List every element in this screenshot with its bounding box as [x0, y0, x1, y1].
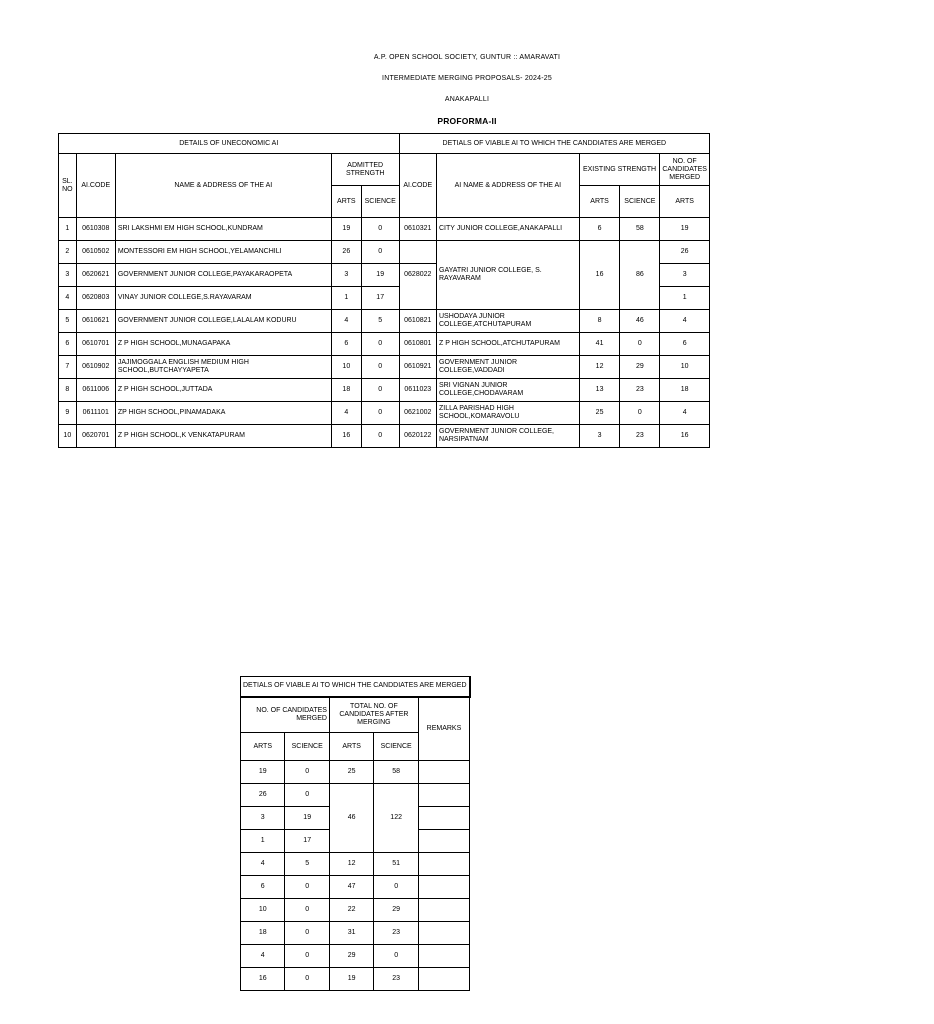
cell-m-arts: 26 [660, 241, 710, 264]
cell-remarks [418, 761, 469, 784]
page-1-clip [0, 0, 710, 460]
cell-e-arts: 3 [579, 425, 620, 448]
cell-m-arts: 4 [241, 853, 285, 876]
cell-e-science: 0 [620, 402, 660, 425]
col-merged-arts: ARTS [660, 186, 710, 218]
district-title: ANAKAPALLI [444, 96, 490, 103]
table-row [241, 853, 470, 876]
col-merged-arts-cont: ARTS [241, 733, 285, 761]
cell-name: MONTESSORI EM HIGH SCHOOL,YELAMANCHILI [115, 241, 331, 264]
cell-t-arts: 47 [329, 876, 373, 899]
table-row [241, 784, 470, 807]
col-merged: NO. OF CANDIDATES MERGED [660, 154, 710, 186]
col-existing-science: SCIENCE [620, 186, 660, 218]
cell-v-name: GOVERNMENT JUNIOR COLLEGE, NARSIPATNAM [437, 425, 580, 448]
cell-v-name: GOVERNMENT JUNIOR COLLEGE,VADDADI [437, 356, 580, 379]
cell-m-arts: 4 [660, 402, 710, 425]
cell-e-science: 29 [620, 356, 660, 379]
cell-sl: 7 [59, 356, 77, 379]
cell-science: 0 [361, 379, 399, 402]
cell-code: 0620701 [76, 425, 115, 448]
cell-arts: 1 [331, 287, 361, 310]
cell-e-arts: 8 [579, 310, 620, 333]
table-row [59, 356, 710, 379]
merging-table-part2 [240, 676, 471, 991]
table-row [59, 218, 710, 241]
cell-t-arts: 46 [329, 784, 373, 853]
cell-arts: 16 [331, 425, 361, 448]
cell-remarks [418, 968, 469, 991]
cell-name: VINAY JUNIOR COLLEGE,S.RAYAVARAM [115, 287, 331, 310]
cell-arts: 4 [331, 310, 361, 333]
cell-sl: 4 [59, 287, 77, 310]
cell-m-arts: 19 [241, 761, 285, 784]
cell-science: 0 [361, 218, 399, 241]
cell-t-arts: 31 [329, 922, 373, 945]
cell-remarks [418, 876, 469, 899]
cell-m-arts: 4 [660, 310, 710, 333]
cell-arts: 19 [331, 218, 361, 241]
cell-sl: 6 [59, 333, 77, 356]
cell-arts: 6 [331, 333, 361, 356]
cell-t-arts: 29 [329, 945, 373, 968]
group-viable-cont: DETIALS OF VIABLE AI TO WHICH THE CANDDIATES ARE MERGED [241, 677, 470, 697]
cell-sl: 5 [59, 310, 77, 333]
cell-name: JAJIMOGGALA ENGLISH MEDIUM HIGH SCHOOL,BUTCHAYYAPETA [115, 356, 331, 379]
group-uneconomic: DETAILS OF UNECONOMIC AI [59, 134, 400, 154]
table-row [59, 310, 710, 333]
col-total-science: SCIENCE [374, 733, 418, 761]
cell-m-arts: 10 [241, 899, 285, 922]
cell-m-arts: 10 [660, 356, 710, 379]
cell-t-science: 58 [374, 761, 418, 784]
merging-table-part1 [58, 133, 710, 448]
cell-code: 0620621 [76, 264, 115, 287]
cell-m-arts: 26 [241, 784, 285, 807]
cell-arts: 3 [331, 264, 361, 287]
cell-t-science: 0 [374, 876, 418, 899]
cell-v-name: ZILLA PARISHAD HIGH SCHOOL,KOMARAVOLU [437, 402, 580, 425]
cell-v-name: CITY JUNIOR COLLEGE,ANAKAPALLI [437, 218, 580, 241]
cell-e-arts: 6 [579, 218, 620, 241]
cell-v-code: 0620122 [399, 425, 436, 448]
table-row [59, 333, 710, 356]
cell-v-code: 0610321 [399, 218, 436, 241]
cell-e-arts: 25 [579, 402, 620, 425]
cell-e-science: 23 [620, 425, 660, 448]
cell-m-science: 0 [285, 876, 329, 899]
cell-sl: 9 [59, 402, 77, 425]
cell-sl: 8 [59, 379, 77, 402]
cell-t-arts: 22 [329, 899, 373, 922]
cell-science: 5 [361, 310, 399, 333]
cell-m-science: 0 [285, 945, 329, 968]
cell-t-arts: 12 [329, 853, 373, 876]
cell-name: SRI LAKSHMI EM HIGH SCHOOL,KUNDRAM [115, 218, 331, 241]
table-row [241, 945, 470, 968]
cell-name: Z P HIGH SCHOOL,MUNAGAPAKA [115, 333, 331, 356]
cell-m-arts: 3 [660, 264, 710, 287]
society-title: A.P. OPEN SCHOOL SOCIETY, GUNTUR :: AMARAVATI [373, 54, 561, 61]
cell-code: 0610308 [76, 218, 115, 241]
table-row [59, 402, 710, 425]
proposal-title: INTERMEDIATE MERGING PROPOSALS- 2024-25 [382, 75, 552, 82]
col-total: TOTAL NO. OF CANDIDATES AFTER MERGING [329, 697, 418, 733]
cell-v-code: 0611023 [399, 379, 436, 402]
cell-v-code: 0621002 [399, 402, 436, 425]
cell-e-science: 46 [620, 310, 660, 333]
cell-science: 19 [361, 264, 399, 287]
cell-e-science: 23 [620, 379, 660, 402]
cell-science: 0 [361, 356, 399, 379]
cell-v-name: USHODAYA JUNIOR COLLEGE,ATCHUTAPURAM [437, 310, 580, 333]
cell-m-science: 0 [285, 922, 329, 945]
cell-t-arts: 25 [329, 761, 373, 784]
cell-code: 0611101 [76, 402, 115, 425]
col-science: SCIENCE [361, 186, 399, 218]
cell-remarks [418, 830, 469, 853]
col-v-name: AI NAME & ADDRESS OF THE AI [437, 154, 580, 218]
cell-science: 0 [361, 402, 399, 425]
cell-v-name: Z P HIGH SCHOOL,ATCHUTAPURAM [437, 333, 580, 356]
col-existing-arts: ARTS [579, 186, 620, 218]
proforma-title: PROFORMA-II [437, 116, 497, 126]
table-row [241, 761, 470, 784]
cell-e-science: 0 [620, 333, 660, 356]
cell-code: 0611006 [76, 379, 115, 402]
cell-name: Z P HIGH SCHOOL,K VENKATAPURAM [115, 425, 331, 448]
cell-m-arts: 6 [660, 333, 710, 356]
cell-remarks [418, 899, 469, 922]
cell-code: 0610621 [76, 310, 115, 333]
cell-science: 17 [361, 287, 399, 310]
cell-name: GOVERNMENT JUNIOR COLLEGE,PAYAKARAOPETA [115, 264, 331, 287]
cell-e-arts: 16 [579, 241, 620, 310]
cell-remarks [418, 945, 469, 968]
cell-sl: 2 [59, 241, 77, 264]
table-row [241, 899, 470, 922]
cell-m-science: 19 [285, 807, 329, 830]
col-aicode: AI.CODE [76, 154, 115, 218]
cell-name: ZP HIGH SCHOOL,PINAMADAKA [115, 402, 331, 425]
cell-science: 0 [361, 333, 399, 356]
cell-m-science: 0 [285, 899, 329, 922]
cell-m-science: 17 [285, 830, 329, 853]
table-row [59, 241, 710, 264]
table-row [59, 379, 710, 402]
cell-v-code-empty [399, 241, 436, 264]
cell-name: GOVERNMENT JUNIOR COLLEGE,LALALAM KODURU [115, 310, 331, 333]
cell-m-arts: 16 [660, 425, 710, 448]
table-row [59, 425, 710, 448]
cell-arts: 26 [331, 241, 361, 264]
cell-m-arts: 1 [241, 830, 285, 853]
cell-t-science: 29 [374, 899, 418, 922]
cell-t-science: 23 [374, 968, 418, 991]
cell-m-science: 5 [285, 853, 329, 876]
cell-sl: 10 [59, 425, 77, 448]
cell-t-arts: 19 [329, 968, 373, 991]
cell-remarks [418, 807, 469, 830]
cell-m-arts: 6 [241, 876, 285, 899]
cell-sl: 3 [59, 264, 77, 287]
cell-arts: 18 [331, 379, 361, 402]
col-name: NAME & ADDRESS OF THE AI [115, 154, 331, 218]
cell-m-arts: 19 [660, 218, 710, 241]
table-row [241, 876, 470, 899]
table-row [241, 922, 470, 945]
cell-m-science: 0 [285, 784, 329, 807]
cell-e-arts: 41 [579, 333, 620, 356]
col-merged-science: SCIENCE [285, 733, 329, 761]
cell-m-arts: 16 [241, 968, 285, 991]
cell-science: 0 [361, 425, 399, 448]
cell-v-code: 0610801 [399, 333, 436, 356]
cell-e-arts: 12 [579, 356, 620, 379]
cell-t-science: 23 [374, 922, 418, 945]
col-admitted: ADMITTED STRENGTH [331, 154, 399, 186]
col-arts: ARTS [331, 186, 361, 218]
cell-science: 0 [361, 241, 399, 264]
cell-arts: 10 [331, 356, 361, 379]
cell-t-science: 0 [374, 945, 418, 968]
page-2-clip [243, 676, 470, 996]
cell-m-arts: 18 [660, 379, 710, 402]
cell-code: 0610502 [76, 241, 115, 264]
col-sl: SL. NO [59, 154, 77, 218]
cell-name: Z P HIGH SCHOOL,JUTTADA [115, 379, 331, 402]
cell-remarks [418, 784, 469, 807]
cell-e-arts: 13 [579, 379, 620, 402]
cell-code: 0620803 [76, 287, 115, 310]
cell-t-science: 122 [374, 784, 418, 853]
cell-remarks [418, 853, 469, 876]
cell-m-arts: 4 [241, 945, 285, 968]
cell-v-name: GAYATRI JUNIOR COLLEGE, S. RAYAVARAM [437, 241, 580, 310]
cell-remarks [418, 922, 469, 945]
cell-m-arts: 18 [241, 922, 285, 945]
cell-m-arts: 1 [660, 287, 710, 310]
table-row [241, 968, 470, 991]
cell-v-name: SRI VIGNAN JUNIOR COLLEGE,CHODAVARAM [437, 379, 580, 402]
cell-v-code: 0628022 [399, 264, 436, 287]
col-v-aicode: AI.CODE [399, 154, 436, 218]
cell-v-code: 0610821 [399, 310, 436, 333]
cell-t-science: 51 [374, 853, 418, 876]
group-viable: DETIALS OF VIABLE AI TO WHICH THE CANDDIATES ARE MERGED [399, 134, 709, 154]
cell-v-code: 0610921 [399, 356, 436, 379]
cell-e-science: 86 [620, 241, 660, 310]
col-remarks: REMARKS [418, 697, 469, 761]
col-merged-cont: NO. OF CANDIDATES MERGED [241, 697, 330, 733]
col-total-arts: ARTS [329, 733, 373, 761]
cell-m-arts: 3 [241, 807, 285, 830]
cell-sl: 1 [59, 218, 77, 241]
cell-code: 0610902 [76, 356, 115, 379]
cell-code: 0610701 [76, 333, 115, 356]
cell-v-code-empty [399, 287, 436, 310]
cell-arts: 4 [331, 402, 361, 425]
col-existing: EXISTING STRENGTH [579, 154, 660, 186]
cell-m-science: 0 [285, 968, 329, 991]
cell-e-science: 58 [620, 218, 660, 241]
cell-m-science: 0 [285, 761, 329, 784]
